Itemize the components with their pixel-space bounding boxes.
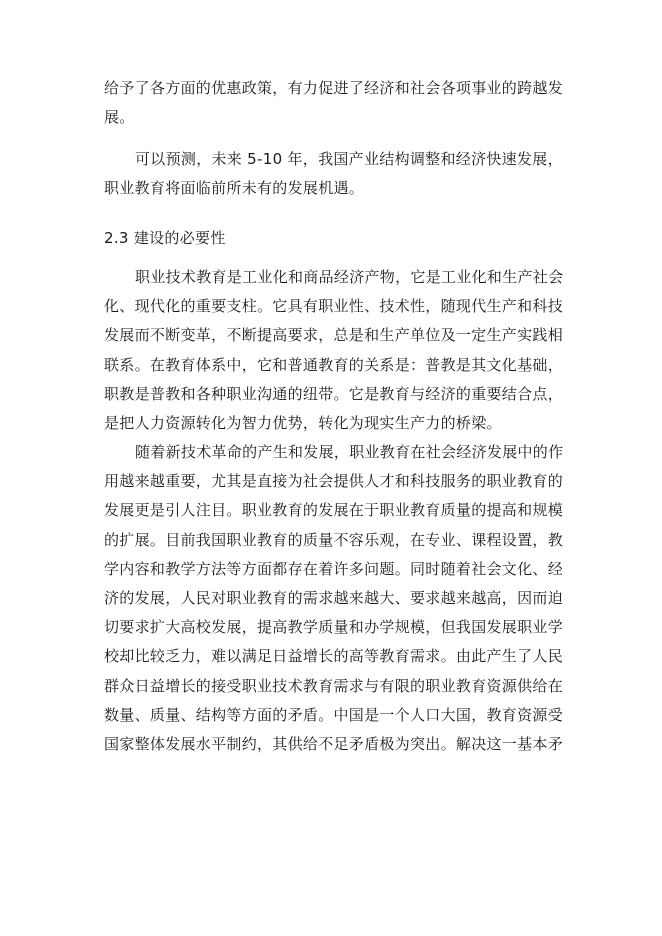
text-line: 发展而不断变革，不断提高要求，总是和生产单位及一定生产实践相 [104, 326, 564, 345]
section-heading: 2.3 建设的必要性 [104, 229, 226, 247]
text-line: 群众日益增长的接受职业技术教育需求与有限的职业教育资源供给在 [104, 676, 564, 695]
text-line: 用越来越重要，尤其是直接为社会提供人才和科技服务的职业教育的 [104, 472, 564, 491]
text-line: 随着新技术革命的产生和发展，职业教育在社会经济发展中的作 [135, 443, 564, 461]
text-line: 校却比较乏力，难以满足日益增长的高等教育需求。由此产生了人民 [104, 647, 564, 666]
paragraph-necessity [104, 263, 574, 438]
paragraph-forecast [104, 145, 574, 203]
text-line: 可以预测，未来 5-10 年，我国产业结构调整和经济快速发展， [135, 150, 563, 168]
paragraph-continued [104, 74, 574, 132]
text-line: 职业教育将面临前所未有的发展机遇。 [104, 179, 365, 198]
text-line: 发展更是引人注目。职业教育的发展在于职业教育质量的提高和规模 [104, 501, 564, 520]
paragraph-development [104, 438, 574, 759]
text-line: 给予了各方面的优惠政策，有力促进了经济和社会各项事业的跨越发 [104, 79, 564, 97]
text-line: 的扩展。目前我国职业教育的质量不容乐观，在专业、课程设置，教 [104, 530, 564, 549]
text-line: 切要求扩大高校发展，提高教学质量和办学规模，但我国发展职业学 [104, 618, 564, 637]
text-line: 联系。在教育体系中，它和普通教育的关系是：普教是其文化基础， [104, 355, 564, 374]
text-line: 职业技术教育是工业化和商品经济产物，它是工业化和生产社会 [135, 268, 564, 286]
text-line: 数量、质量、结构等方面的矛盾。中国是一个人口大国，教育资源受 [104, 705, 564, 724]
text-line: 济的发展，人民对职业教育的需求越来越大、要求越来越高，因而迫 [104, 588, 564, 607]
text-line: 职教是普教和各种职业沟通的纽带。它是教育与经济的重要结合点， [104, 384, 564, 403]
text-line: 国家整体发展水平制约，其供给不足矛盾极为突出。解决这一基本矛 [104, 734, 564, 753]
text-line: 化、现代化的重要支柱。它具有职业性、技术性，随现代生产和科技 [104, 297, 564, 316]
text-line: 展。 [104, 108, 135, 127]
text-line: 学内容和教学方法等方面都存在着许多问题。同时随着社会文化、经 [104, 559, 564, 578]
text-line: 是把人力资源转化为智力优势，转化为现实生产力的桥梁。 [104, 413, 502, 432]
